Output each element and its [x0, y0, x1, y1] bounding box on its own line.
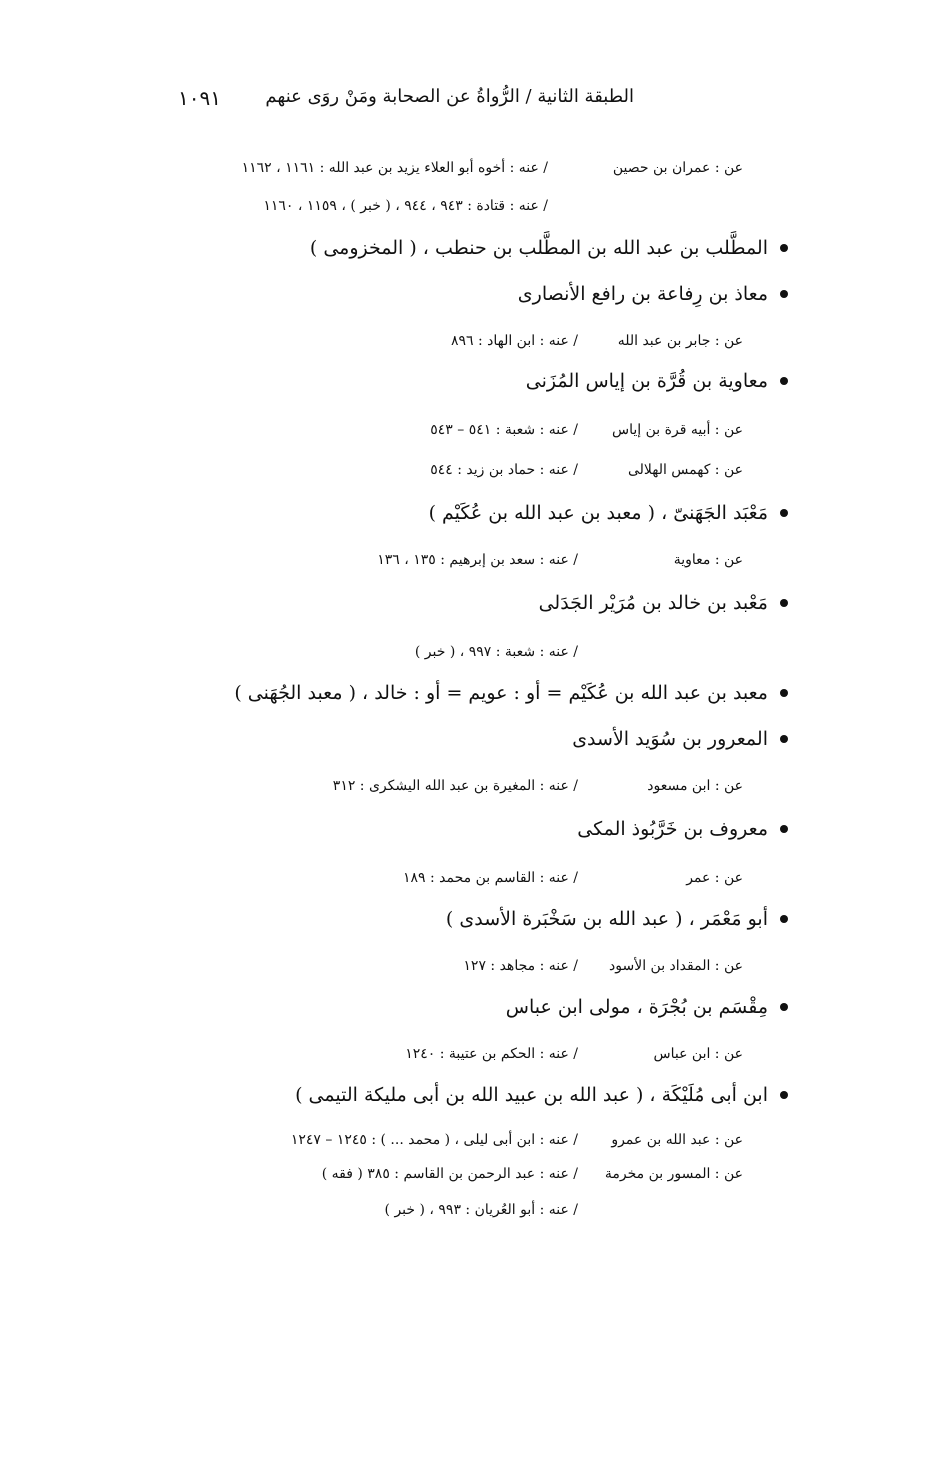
narrator-entry: [577, 818, 788, 840]
bullet-icon: [780, 915, 788, 923]
narration-line: [303, 552, 743, 572]
narration-from: عن : ابن مسعود: [647, 778, 743, 794]
bullet-icon: [780, 244, 788, 252]
page-number: ١٠٩١: [178, 86, 221, 110]
narrator-entry: [572, 728, 788, 750]
bullet-icon: [780, 735, 788, 743]
narration-by: / عنه : حماد بن زيد : ٥٤٤: [430, 462, 578, 478]
narrator-entry: [429, 502, 788, 524]
narration-line: [323, 333, 743, 353]
narration-line: [383, 958, 743, 978]
narration-line: [183, 1132, 743, 1152]
narrator-name: مَعْبد بن خالد بن مُرَيْر الجَدَلى: [538, 592, 768, 614]
narration-line: [343, 870, 743, 890]
bullet-icon: [780, 1003, 788, 1011]
narration-from: عن : المسور بن مخرمة: [604, 1166, 743, 1182]
narrator-name: معبد بن عبد الله بن عُكَيْم = أو : عويم = أو : خالد ، ( معبد الجُهَنى ): [234, 682, 768, 704]
narrator-entry: [506, 996, 788, 1018]
narration-by: / عنه : القاسم بن محمد : ١٨٩: [402, 870, 578, 886]
narration-line: [243, 1166, 743, 1186]
bullet-icon: [780, 290, 788, 298]
narration-by: / عنه : أخوه أبو العلاء يزيد بن عبد الله : ١١٦١ ، ١١٦٢: [241, 160, 548, 176]
narration-line: [343, 644, 743, 664]
narration-by: / عنه : شعبة : ٩٩٧ ، ( خبر ): [414, 644, 578, 660]
narration-from: عن : ابن عباس: [653, 1046, 743, 1062]
bullet-icon: [780, 509, 788, 517]
narration-line: [183, 160, 743, 180]
narration-from: عن : المقداد بن الأسود: [609, 958, 743, 974]
narrator-entry: [518, 283, 788, 305]
narrator-entry: [234, 682, 788, 704]
bullet-icon: [780, 689, 788, 697]
narration-by: / عنه : أبو العُريان : ٩٩٣ ، ( خبر ): [384, 1202, 578, 1218]
narration-line: [263, 778, 743, 798]
narration-from: عن : عمران بن حصين: [612, 160, 743, 176]
narrator-name: معاذ بن رِفاعة بن رافع الأنصارى: [517, 283, 768, 305]
narrator-entry: [526, 370, 788, 392]
narration-line: [323, 462, 743, 482]
narration-by: / عنه : ابن الهاد : ٨٩٦: [450, 333, 578, 349]
narrator-entry: [310, 237, 788, 259]
narration-by: / عنه : مجاهد : ١٢٧: [463, 958, 578, 974]
narration-by: / عنه : شعبة : ٥٤١ – ٥٤٣: [430, 422, 578, 438]
narrator-name: المعرور بن سُوَيد الأسدى: [572, 728, 768, 750]
narration-by: / عنه : المغيرة بن عبد الله اليشكرى : ٣١٢: [332, 778, 578, 794]
narration-line: [323, 1202, 743, 1222]
narration-by: / عنه : سعد بن إبرهيم : ١٣٥ ، ١٣٦: [377, 552, 578, 568]
narration-line: [343, 1046, 743, 1066]
narration-from: عن : معاوية: [673, 552, 743, 568]
narration-by: / عنه : عبد الرحمن بن القاسم : ٣٨٥ ( فقه ): [321, 1166, 578, 1182]
narrator-name: أبو مَعْمَر ، ( عبد الله بن سَخْبَرة الأسدى ): [445, 908, 768, 930]
narrator-name: معروف بن خَرَّبُوذ المكى: [577, 818, 768, 840]
bullet-icon: [780, 1091, 788, 1099]
narrator-entry: [539, 592, 788, 614]
narration-by: / عنه : قتادة : ٩٤٣ ، ٩٤٤ ، ( خبر ) ، ١١٥٩ ، ١١٦٠: [263, 198, 548, 214]
narration-from: عن : جابر بن عبد الله: [617, 333, 743, 349]
narration-line: [183, 198, 743, 218]
narration-by: / عنه : الحكم بن عتيبة : ١٢٤٠: [405, 1046, 578, 1062]
narration-from: عن : أبيه قرة بن إياس: [612, 422, 743, 438]
narrator-name: ابن أبى مُلَيْكَة ، ( عبد الله بن عبيد الله بن أبى مليكة التيمى ): [295, 1084, 768, 1106]
bullet-icon: [780, 599, 788, 607]
narrator-entry: [446, 908, 788, 930]
narration-by: / عنه : ابن أبى ليلى ، ( محمد ... ) : ١٢٤٥ – ١٢٤٧: [290, 1132, 578, 1148]
narrator-entry: [295, 1084, 788, 1106]
narration-from: عن : عبد الله بن عمرو: [611, 1132, 743, 1148]
running-header-title: الطبقة الثانية / الرُّواةُ عن الصحابة ومَنْ روَى عنهم: [265, 86, 634, 107]
narration-from: عن : عمر: [686, 870, 743, 886]
narrator-name: مِقْسَم بن بُجْرَة ، مولى ابن عباس: [505, 996, 768, 1018]
narrator-name: معاوية بن قُرَّة بن إياس المُزَنى: [525, 370, 768, 392]
narrator-name: مَعْبَد الجَهَنىّ ، ( معبد بن عبد الله بن عُكَيْم ): [428, 502, 768, 524]
bullet-icon: [780, 377, 788, 385]
bullet-icon: [780, 825, 788, 833]
narrator-name: المطَّلب بن عبد الله بن المطَّلب بن حنطب ، ( المخزومى ): [309, 237, 768, 259]
narration-from: عن : كهمس الهلالى: [627, 462, 743, 478]
narration-line: [323, 422, 743, 442]
